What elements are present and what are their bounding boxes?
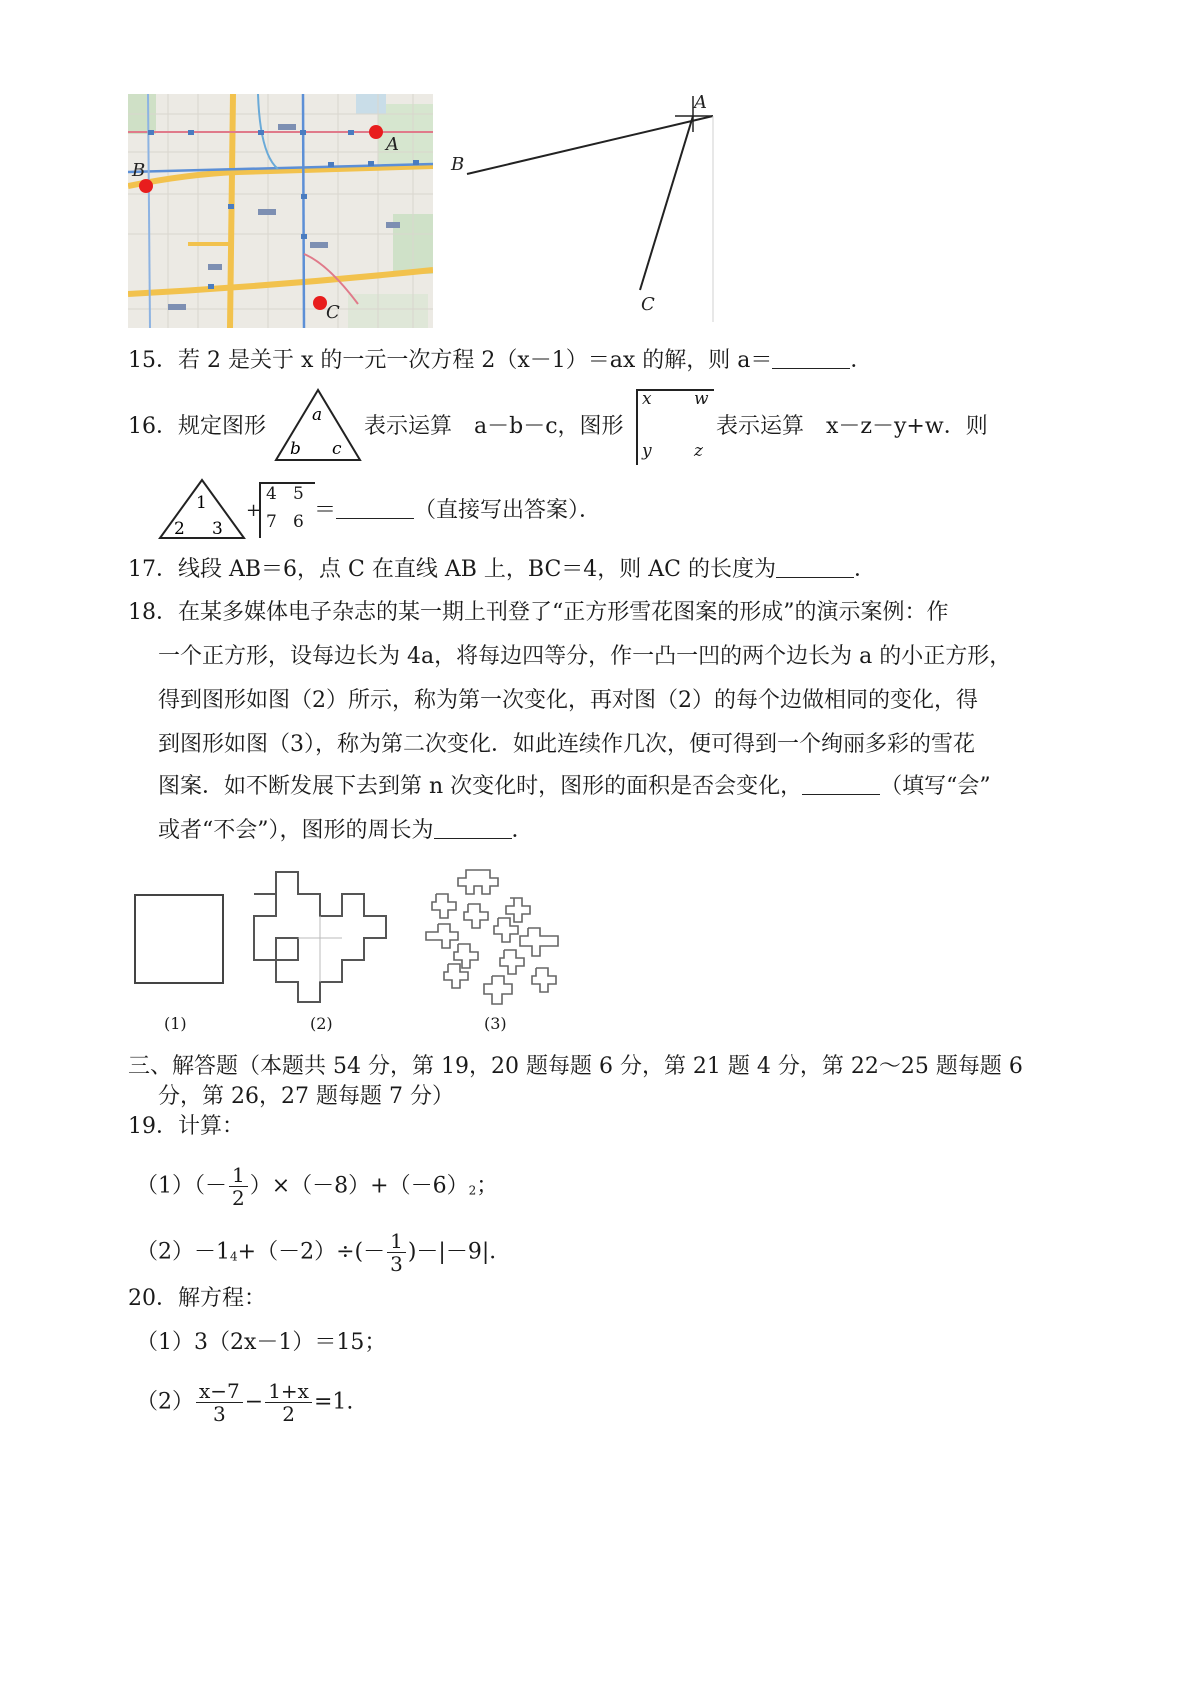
line-ab xyxy=(467,116,713,174)
q20-p2-end: =1. xyxy=(313,1389,354,1415)
city-map-image xyxy=(128,94,433,328)
q16-text1: 表示运算 a－b－c，图形 xyxy=(364,414,624,439)
q18-line-4: 到图形如图（3），称为第二次变化．如此连续作几次，便可得到一个绚丽多彩的雪花 xyxy=(158,732,975,757)
q16-plus: + xyxy=(246,500,262,521)
geo-label-a: A xyxy=(694,92,707,113)
q19-p2-exponent: 4 xyxy=(230,1249,238,1264)
q17-answer-blank[interactable] xyxy=(776,555,854,578)
q16-ex-box-tl: 4 xyxy=(266,484,277,504)
q16-note: （直接写出答案）． xyxy=(414,498,602,523)
q20-p2-fraction-1 xyxy=(196,1380,243,1425)
q20-p2-numerator-2: 1+x xyxy=(265,1380,312,1403)
q17-end: ． xyxy=(854,557,877,582)
q18-answer-blank-1[interactable] xyxy=(802,772,880,795)
q19-part-2 xyxy=(136,1230,511,1275)
q20-p2-denominator-2: 2 xyxy=(282,1402,295,1426)
q15-answer-blank[interactable] xyxy=(772,346,850,369)
q18-answer-blank-2[interactable] xyxy=(434,816,512,839)
q18-line-5a: 图案．如不断发展下去到第 n 次变化时，图形的面积是否会变化， xyxy=(158,774,803,799)
angle-drawing xyxy=(445,92,720,322)
question-15 xyxy=(128,346,872,376)
q18-line-1: 18．在某多媒体电子杂志的某一期上刊登了“正方形雪花图案的形成”的演示案例：作 xyxy=(128,600,949,625)
question-17 xyxy=(128,555,876,585)
q19-title: 19．计算： xyxy=(128,1114,244,1139)
q19-p2-fraction xyxy=(387,1230,406,1275)
q17-text: 17．线段 AB＝6，点 C 在直线 AB 上，BC＝4，则 AC 的长度为 xyxy=(128,557,777,582)
q20-part-2 xyxy=(136,1380,353,1425)
map-figure xyxy=(128,94,433,328)
q16-ex-tri-top: 1 xyxy=(196,493,207,513)
q19-p2-denominator: 3 xyxy=(390,1252,403,1276)
q18-figure-2 xyxy=(252,870,388,1004)
q20-p2-minus: − xyxy=(244,1389,264,1415)
q16-tri-label-a: a xyxy=(312,405,323,425)
q19-p1-end: ； xyxy=(476,1173,499,1199)
q16-ex-box-bl: 7 xyxy=(266,512,277,532)
q18-caption-2: (2) xyxy=(310,1014,333,1033)
q19-p1-fraction xyxy=(229,1164,248,1209)
q16-box-label-z: z xyxy=(694,441,703,461)
q19-p1-denominator: 2 xyxy=(232,1186,245,1210)
q16-equals: ＝ xyxy=(314,498,337,523)
q18-caption-1: (1) xyxy=(164,1014,187,1033)
marker-a xyxy=(369,125,383,139)
q16-answer-blank[interactable] xyxy=(336,496,414,519)
q16-box-definition xyxy=(636,389,714,465)
q20-title: 20．解方程： xyxy=(128,1286,266,1311)
q19-p2-mid: +（－2）÷(－ xyxy=(237,1239,386,1265)
q19-p1-prefix: （1）（－ xyxy=(136,1173,227,1199)
q20-p2-numerator-1: x−7 xyxy=(196,1380,243,1403)
q18-line-6 xyxy=(158,816,534,846)
q16-triangle-definition xyxy=(272,388,364,464)
q16-box-label-y: y xyxy=(642,441,652,461)
marker-b xyxy=(139,179,153,193)
q20-p2-denominator-1: 3 xyxy=(213,1402,226,1426)
q18-figure-1 xyxy=(132,892,226,986)
q20-part-1: （1）3（2x－1）＝15； xyxy=(136,1330,387,1355)
line-ac xyxy=(640,116,693,290)
q19-p1-exponent: 2 xyxy=(468,1183,477,1198)
q18-line-6b: ． xyxy=(511,818,534,843)
q19-p2-prefix: （2）－1 xyxy=(136,1239,230,1265)
q18-line-3: 得到图形如图（2）所示，称为第一次变化，再对图（2）的每个边做相同的变化，得 xyxy=(158,688,978,713)
q18-line-2: 一个正方形，设每边长为 4a，将每边四等分，作一凸一凹的两个边长为 a 的小正方形， xyxy=(158,644,1012,669)
q18-figure-3 xyxy=(418,864,566,1010)
q16-tri-label-b: b xyxy=(290,439,301,459)
q19-p2-numerator: 1 xyxy=(387,1230,406,1253)
q16-box-label-w: w xyxy=(694,389,709,409)
map-label-b: B xyxy=(132,160,146,181)
q19-p1-numerator: 1 xyxy=(229,1164,248,1187)
marker-c xyxy=(313,296,327,310)
q19-p2-end: )－|－9|． xyxy=(407,1239,512,1265)
map-label-c: C xyxy=(326,302,340,323)
q16-prefix: 16．规定图形 xyxy=(128,414,266,439)
map-label-a: A xyxy=(386,134,399,155)
q20-p2-fraction-2 xyxy=(265,1380,312,1425)
q16-tri-label-c: c xyxy=(332,439,342,459)
q16-text2: 表示运算 x－z－y+w．则 xyxy=(716,414,988,439)
geo-label-c: C xyxy=(641,294,655,315)
q19-part-1 xyxy=(136,1164,498,1209)
q18-line-5 xyxy=(158,772,991,802)
q16-ex-tri-left: 2 xyxy=(174,519,185,539)
q20-p2-prefix: （2） xyxy=(136,1389,194,1415)
geo-label-b: B xyxy=(451,154,465,175)
q16-example-triangle xyxy=(156,478,248,542)
geometry-figure xyxy=(445,92,720,322)
q18-line-6a: 或者“不会”），图形的周长为 xyxy=(158,818,434,843)
section-3-heading-line-2: 分，第 26，27 题每题 7 分） xyxy=(158,1084,454,1109)
q19-p1-rest: ）×（－8）+（－6） xyxy=(249,1173,469,1199)
q16-example-box xyxy=(259,482,315,538)
q16-ex-box-tr: 5 xyxy=(293,484,304,504)
q16-box-label-x: x xyxy=(642,389,652,409)
q18-caption-3: (3) xyxy=(484,1014,507,1033)
q15-text: 15．若 2 是关于 x 的一元一次方程 2（x－1）＝ax 的解，则 a＝ xyxy=(128,348,773,373)
q16-ex-tri-right: 3 xyxy=(212,519,223,539)
q15-end: ． xyxy=(850,348,873,373)
q18-line-5b: （填写“会” xyxy=(880,774,991,799)
section-3-heading-line-1: 三、解答题（本题共 54 分，第 19，20 题每题 6 分，第 21 题 4 分，第 22～25 题每题 6 xyxy=(128,1054,1023,1079)
q16-ex-box-br: 6 xyxy=(293,512,304,532)
q16-answer-line xyxy=(314,496,601,526)
